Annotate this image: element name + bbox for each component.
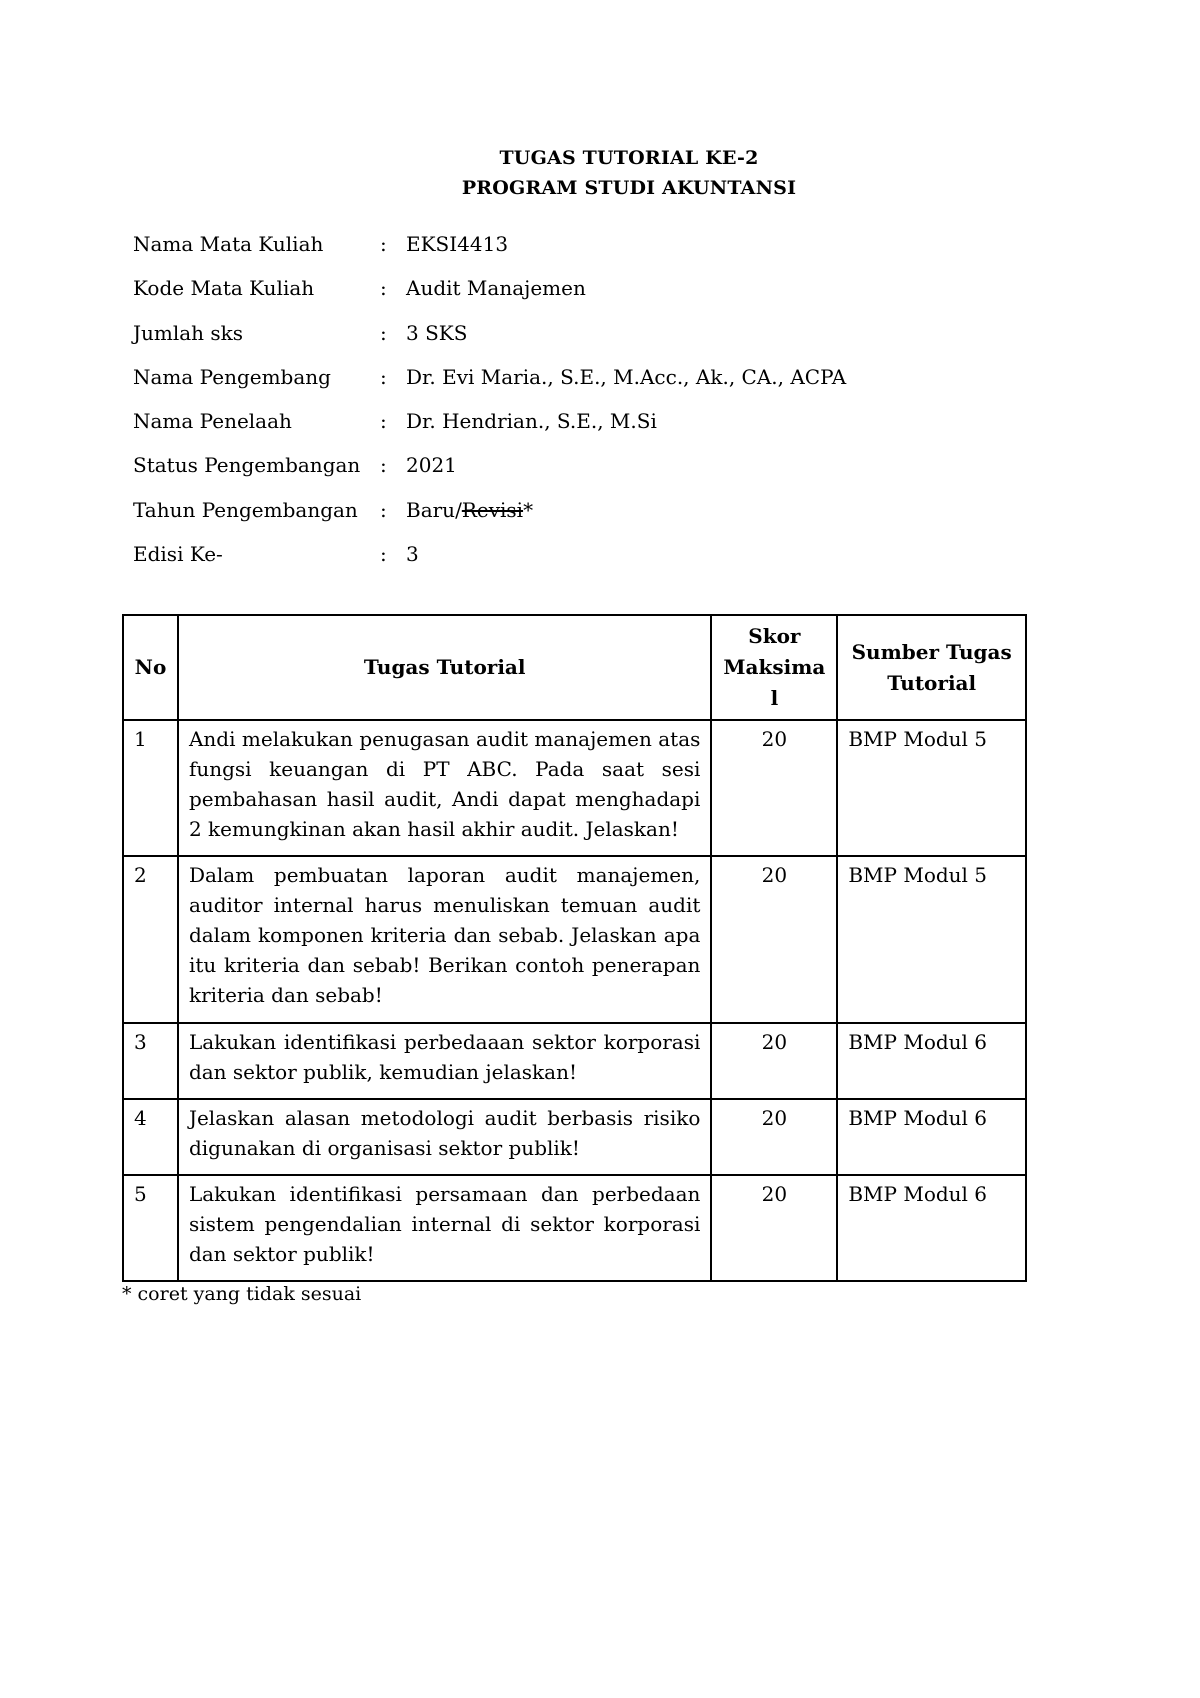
table-header-row [123,615,1026,720]
info-value: 2021 [406,453,457,478]
row-task: Jelaskan alasan metodologi audit berbasis risiko digunakan di organisasi sektor publik! [178,1099,711,1175]
info-value [406,498,533,522]
struck-value: Revisi [461,497,524,522]
info-colon: : [380,320,387,345]
row-source: BMP Modul 5 [837,720,1026,856]
info-value: EKSI4413 [406,232,509,256]
info-value: 3 [406,542,419,567]
row-source: BMP Modul 5 [837,856,1026,1023]
table-row [123,1023,1026,1099]
row-task: Lakukan identifikasi perbedaaan sektor korporasi dan sektor publik, kemudian jelaskan! [178,1023,711,1099]
info-colon: : [380,409,387,434]
row-task: Lakukan identifikasi persamaan dan perbedaan sistem pengendalian internal di sektor korporasi dan sektor publik! [178,1175,711,1281]
row-score: 20 [711,1175,837,1281]
tasks-table [122,614,1027,1282]
info-label: Status Pengembangan [133,453,361,478]
header-task: Tugas Tutorial [178,615,711,720]
row-no: 4 [123,1099,178,1175]
row-source: BMP Modul 6 [837,1175,1026,1281]
row-task: Andi melakukan penugasan audit manajemen atas fungsi keuangan di PT ABC. Pada saat sesi pembahasan hasil audit, Andi dapat menghadapi 2 kemungkinan akan hasil akhir audit. Jelaskan! [178,720,711,856]
row-source: BMP Modul 6 [837,1023,1026,1099]
row-score: 20 [711,1099,837,1175]
row-no: 5 [123,1175,178,1281]
info-value: Dr. Hendrian., S.E., M.Si [406,409,657,434]
value-suffix: * [523,497,534,522]
value-prefix: Baru/ [406,497,462,522]
info-value: Dr. Evi Maria., S.E., M.Acc., Ak., CA., ACPA [406,364,847,389]
row-task: Dalam pembuatan laporan audit manajemen, auditor internal harus menuliskan temuan audit dalam komponen kriteria dan sebab. Jelaskan apa itu kriteria dan sebab! Berikan contoh penerapan kriteria dan sebab! [178,856,711,1023]
table-row [123,720,1026,856]
info-label: Jumlah sks [133,320,244,345]
info-colon: : [380,364,387,389]
info-colon: : [380,497,387,522]
row-no: 1 [123,720,178,856]
title-line-2: PROGRAM STUDI AKUNTANSI [461,177,797,199]
header-source: Sumber Tugas Tutorial [837,615,1026,720]
info-colon: : [380,276,387,301]
header-score: Skor Maksima l [711,615,837,720]
table-row [123,1099,1026,1175]
info-label: Tahun Pengembangan [133,497,358,522]
footnote: * coret yang tidak sesuai [122,1283,362,1305]
row-score: 20 [711,856,837,1023]
row-no: 3 [123,1023,178,1099]
row-score: 20 [711,720,837,856]
info-label: Kode Mata Kuliah [133,276,315,301]
table-row [123,856,1026,1023]
info-label: Nama Penelaah [133,409,292,434]
info-colon: : [380,453,387,478]
info-colon: : [380,232,387,256]
row-source: BMP Modul 6 [837,1099,1026,1175]
info-label: Edisi Ke- [133,542,223,567]
title-line-1: TUGAS TUTORIAL KE-2 [499,147,759,169]
info-value: Audit Manajemen [406,276,586,301]
info-colon: : [380,542,387,567]
row-score: 20 [711,1023,837,1099]
document-title [0,143,1200,203]
info-label: Nama Pengembang [133,364,331,389]
row-no: 2 [123,856,178,1023]
info-value: 3 SKS [406,320,468,345]
header-no: No [123,615,178,720]
table-row [123,1175,1026,1281]
info-label: Nama Mata Kuliah [133,232,324,256]
